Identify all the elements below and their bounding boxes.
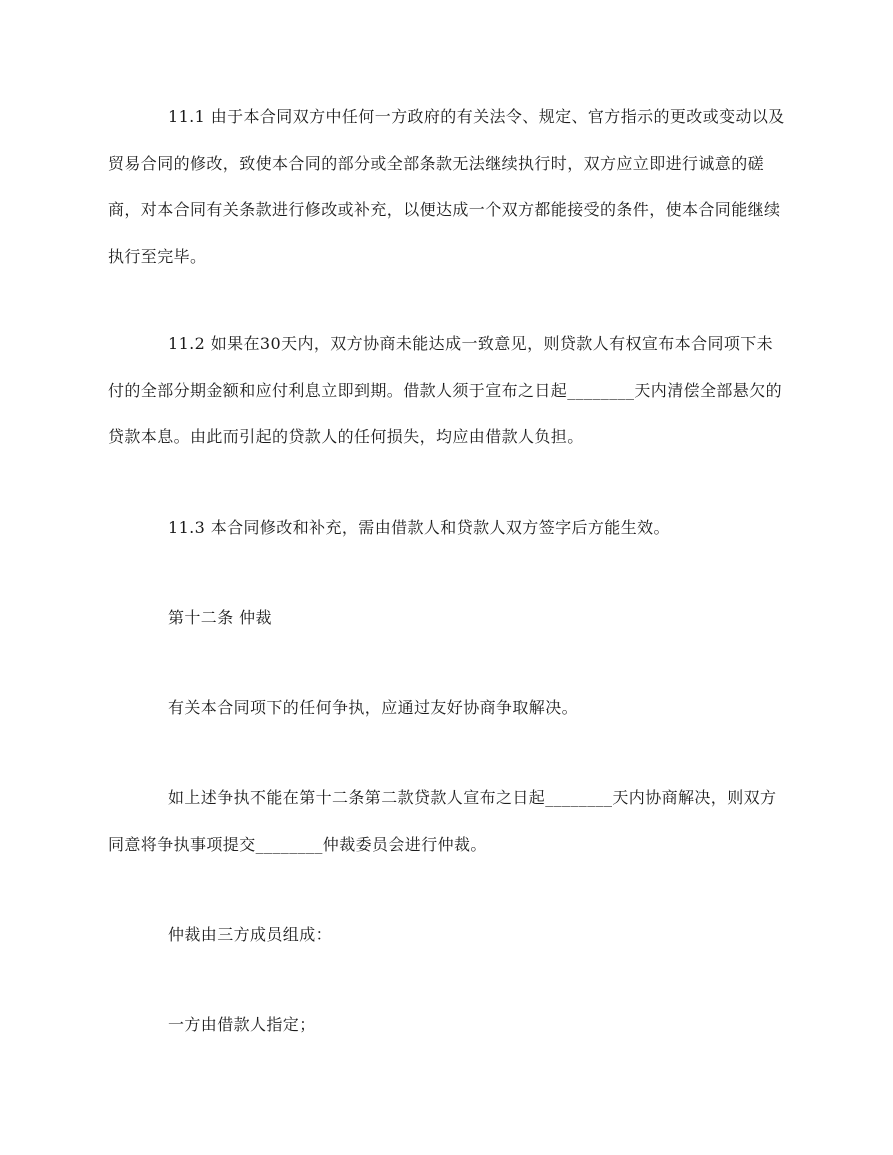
article-12-heading: 第十二条 仲裁 — [168, 608, 272, 627]
borrower-appointee-paragraph: 一方由借款人指定； — [168, 1015, 316, 1034]
clause-11-3-paragraph: 11.3 本合同修改和补充，需由借款人和贷款人双方签字后方能生效。 — [168, 518, 670, 537]
arbitration-intro-paragraph: 有关本合同项下的任何争执，应通过友好协商争取解决。 — [168, 698, 579, 717]
clause-11-1-paragraph: 11.1 由于本合同双方中任何一方政府的有关法令、规定、官方指示的更改或变动以及贸易合同的修改，致使本合同的部分或全部条款无法继续执行时，双方应立即进行诚意的磋商，对本合同有关条款进行修改或补充，以便达成一个双方都能接受的条件，使本合同能继续执行至完毕。 — [108, 107, 785, 266]
arbitration-composition-paragraph: 仲裁由三方成员组成： — [168, 925, 333, 944]
arbitration-deadline-paragraph: 如上述争执不能在第十二条第二款贷款人宣布之日起________天内协商解决，则双方同意将争执事项提交________仲裁委员会进行仲裁。 — [108, 788, 777, 854]
clause-11-2-paragraph: 11.2 如果在30天内，双方协商未能达成一致意见，则贷款人有权宣布本合同项下未付的全部分期金额和应付利息立即到期。借款人须于宣布之日起________天内清偿全部悬欠的贷款本息。由此而引起的贷款人的任何损失，均应由借款人负担。 — [108, 334, 783, 446]
